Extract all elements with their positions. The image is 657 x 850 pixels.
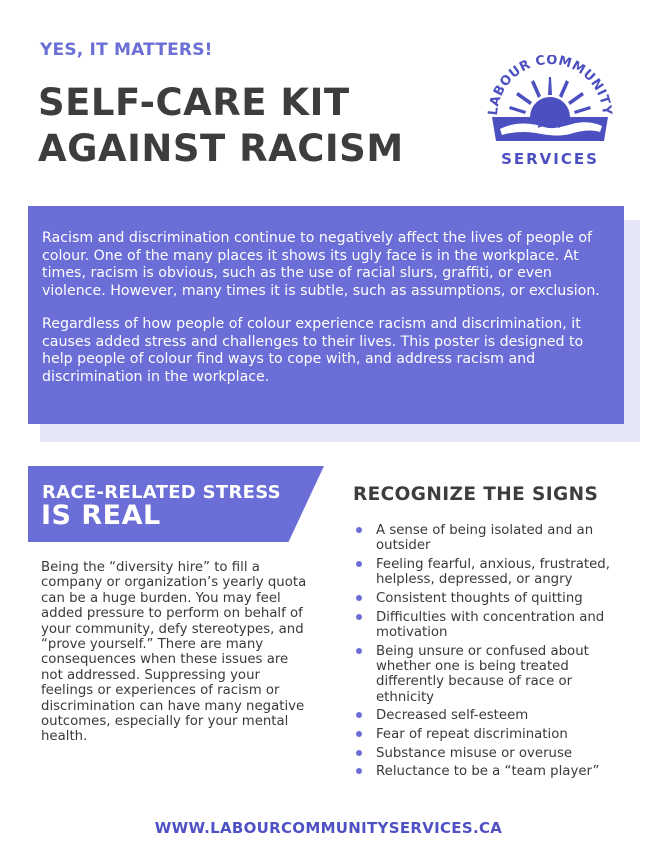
bullet-icon: [356, 750, 362, 756]
list-item: [353, 708, 623, 723]
bullet-icon: [356, 527, 362, 533]
labour-community-services-logo: [480, 55, 620, 170]
sign-text: Consistent thoughts of quitting: [376, 591, 583, 606]
list-item: [353, 727, 623, 742]
bullet-icon: [356, 648, 362, 654]
stress-body-text: Being the “diversity hire” to fill a company or organization’s yearly quota can be a huge burden. You may feel added pressure to perform on behalf of your community, defy stereotypes, and “prove yourself.” There are many consequences when these issues are not addressed. Suppressing your feelings or experiences of racism or discrimination can have many negative outcomes, especially for your mental health.: [41, 560, 307, 745]
intro-box: [28, 206, 624, 424]
logo-top-text: LABOUR COMMUNITY: [485, 55, 615, 117]
list-item: [353, 591, 623, 606]
bullet-icon: [356, 595, 362, 601]
sunrise-icon: [509, 77, 591, 117]
title-line-1: SELF-CARE KIT: [38, 81, 350, 124]
title-line-2: AGAINST RACISM: [38, 127, 404, 170]
sign-text: Feeling fearful, anxious, frustrated, helpless, depressed, or angry: [376, 557, 610, 588]
sign-text: Difficulties with concentration and motivation: [376, 609, 605, 640]
sign-text: Fear of repeat discrimination: [376, 727, 568, 742]
sign-text: Decreased self-esteem: [376, 708, 529, 724]
list-item: [353, 764, 623, 779]
intro-paragraph-1: Racism and discrimination continue to negatively affect the lives of people of colour. One of the many places it shows its ugly face is in the workplace. At times, racism is obvious, such as the use of racial slurs, graffiti, or even violence. However, many times it is subtle, such as assumptions, or exclusion.: [42, 230, 600, 299]
list-item: [353, 644, 623, 706]
list-item: [353, 610, 623, 641]
sign-text: Reluctance to be a “team player”: [376, 764, 600, 780]
bullet-icon: [356, 561, 362, 567]
website-link[interactable]: WWW.LABOURCOMMUNITYSERVICES.CA: [154, 819, 503, 837]
sign-text: Substance misuse or overuse: [376, 745, 573, 761]
stress-heading-line-1: RACE-RELATED STRESS: [42, 482, 281, 503]
list-item: [353, 523, 623, 554]
page-title: [38, 80, 438, 172]
eyebrow: YES, IT MATTERS!: [40, 40, 213, 60]
handshake-icon: [492, 117, 608, 141]
bullet-icon: [356, 614, 362, 620]
logo-bottom-text: SERVICES: [501, 150, 599, 168]
bullet-icon: [356, 768, 362, 774]
sign-text: Being unsure or confused about whether one is being treated differently because of race or ethnicity: [376, 643, 589, 705]
stress-heading-line-2: IS REAL: [41, 500, 161, 531]
list-item: [353, 557, 623, 588]
list-item: [353, 746, 623, 761]
signs-heading: RECOGNIZE THE SIGNS: [353, 484, 599, 505]
signs-list: [353, 523, 623, 783]
sign-text: A sense of being isolated and an outsider: [376, 523, 594, 554]
bullet-icon: [356, 712, 362, 718]
intro-paragraph-2: Regardless of how people of colour experience racism and discrimination, it causes added stress and challenges to their lives. This poster is designed to help people of colour find ways to cope with, and address racism and discrimination in the workplace.: [42, 316, 584, 385]
bullet-icon: [356, 731, 362, 737]
